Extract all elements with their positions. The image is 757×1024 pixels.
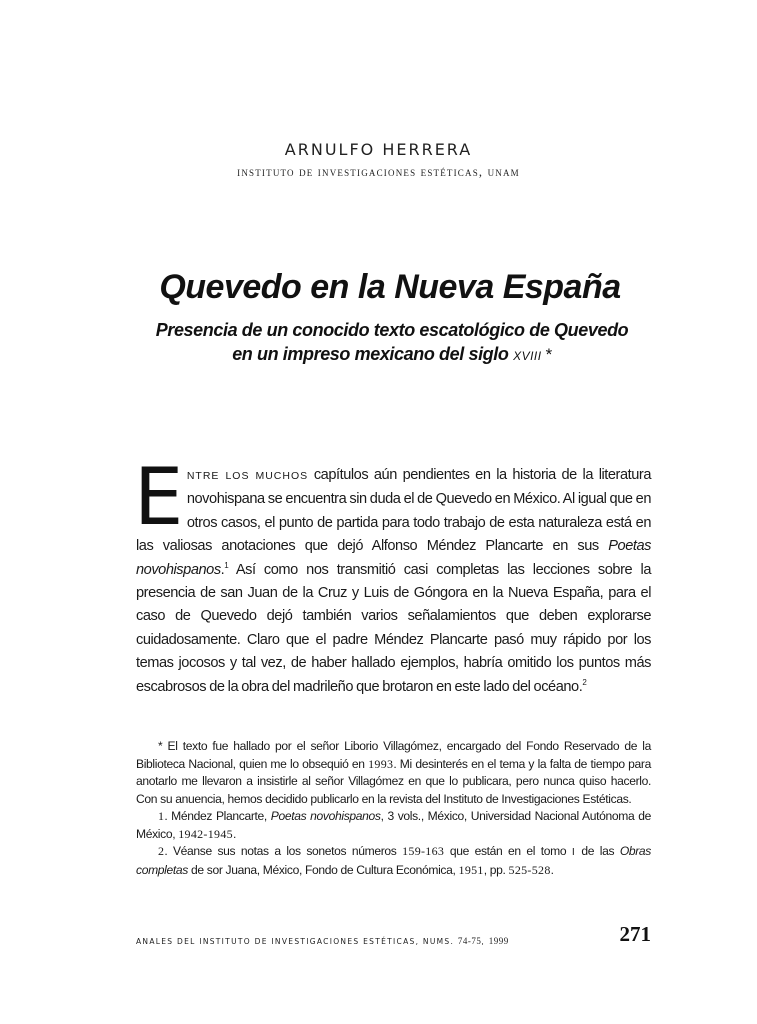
footnote-ref-1: 1 xyxy=(224,560,229,570)
body-paragraph xyxy=(134,453,651,699)
subtitle-line-1: Presencia de un conocido texto escatológico de Quevedo xyxy=(155,320,629,340)
footnote-ref-2: 2 xyxy=(582,677,587,687)
subtitle-footnote-star: * xyxy=(545,345,552,364)
author-name: ARNULFO HERRERA xyxy=(284,140,473,159)
lead-in-smallcaps: NTRE LOS MUCHOS xyxy=(186,470,309,482)
footnote-2 xyxy=(136,843,651,879)
journal-year: 1999 xyxy=(488,936,509,946)
body-punct: . xyxy=(220,561,225,578)
footnote-1 xyxy=(136,808,651,843)
footnote-2-text-d: de sor Juana, México, Fondo de Cultura Económica, xyxy=(187,862,459,877)
footnote-2-text-b: que están en el tomo xyxy=(444,844,572,858)
footnote-2-sonnet-numbers: 159-163 xyxy=(402,844,445,858)
subtitle-line-2 xyxy=(0,342,757,368)
footnotes xyxy=(136,738,651,879)
footnote-2-tomo: I xyxy=(571,846,576,858)
article-title: Quevedo en la Nueva España xyxy=(159,268,621,306)
footnote-2-text-c: de las xyxy=(575,844,620,858)
footnote-1-years: 1942-1945 xyxy=(178,826,233,841)
body-text-segment-1: capítulos aún pendientes en la historia de la literatura novohispana se encuentra sin duda el de Quevedo en México. Al igual que en otros casos, el punto de partida para todo trabajo de esta naturaleza está en las valiosas anotaciones que dejó Alfonso Méndez Plancarte en sus xyxy=(136,467,651,555)
footnote-1-text-b: , 3 vols., México, Universidad Nacional Autónoma de México, xyxy=(136,809,651,841)
footnote-2-pages: 525-528 xyxy=(508,862,551,877)
subtitle-century: XVIII xyxy=(513,349,542,363)
footnote-1-italic: Poetas novohispanos xyxy=(270,809,381,823)
body-italic-title: Poetas novohispanos xyxy=(136,538,651,578)
footnote-1-number: 1 xyxy=(158,809,165,823)
body-text-segment-2: Así como nos transmitió casi completas las lecciones sobre la presencia de san Juan de la Cruz y Luis de Góngora en la Nueva España, para el caso de Quevedo dejó también varios señalamientos que deben explorarse cuidadosamente. Claro que el padre Méndez Plancarte pasó muy rápido por los temas jocosos y tal vez, de haber hallado ejemplos, habría omitido los puntos más escabrosos de la obra del madrileño que brotaron en este lado del océano. xyxy=(136,561,651,695)
footnote-2-year: 1951 xyxy=(458,862,484,877)
footnote-1-text-a: . Méndez Plancarte, xyxy=(164,809,271,823)
footnote-2-end: . xyxy=(550,862,554,877)
journal-name: ANALES DEL INSTITUTO DE INVESTIGACIONES ESTÉTICAS, NUMS. xyxy=(136,937,458,946)
author-affiliation: instituto de investigaciones estéticas, unam xyxy=(237,165,520,179)
footnote-2-text-e: , pp. xyxy=(483,862,509,877)
footnote-star-text-b: . Mi desinterés en el tema y la falta de tiempo para anotarlo me llevaron a insistirle al señor Villagómez en que lo publicara, pero nunca quiso hacerlo. Con su anuencia, hemos decidido publicarlo en la revista del Instituto de Investigaciones Estéticas. xyxy=(136,756,651,806)
footnote-2-italic: Obras completas xyxy=(136,844,651,877)
journal-numbers: 74-75 xyxy=(457,936,482,946)
footnote-star-year: 1993 xyxy=(368,756,394,771)
body-paragraph-text xyxy=(134,453,651,699)
article-subtitle xyxy=(0,318,757,368)
footnote-star-text-a: * El texto fue hallado por el señor Liborio Villagómez, encargado del Fondo Reservado de la Biblioteca Nacional, quien me lo obsequió en xyxy=(136,739,651,771)
page-number: 271 xyxy=(619,922,651,946)
subtitle-line-2-text: en un impreso mexicano del siglo xyxy=(232,344,514,364)
footnote-1-end: . xyxy=(232,826,236,841)
journal-citation xyxy=(136,936,509,946)
footnote-star xyxy=(136,738,651,808)
drop-cap: E xyxy=(134,453,183,543)
footnote-2-number: 2 xyxy=(158,844,165,858)
footnote-2-text-a: . Véanse sus notas a los sonetos números xyxy=(164,844,403,858)
journal-sep: , xyxy=(481,937,489,946)
